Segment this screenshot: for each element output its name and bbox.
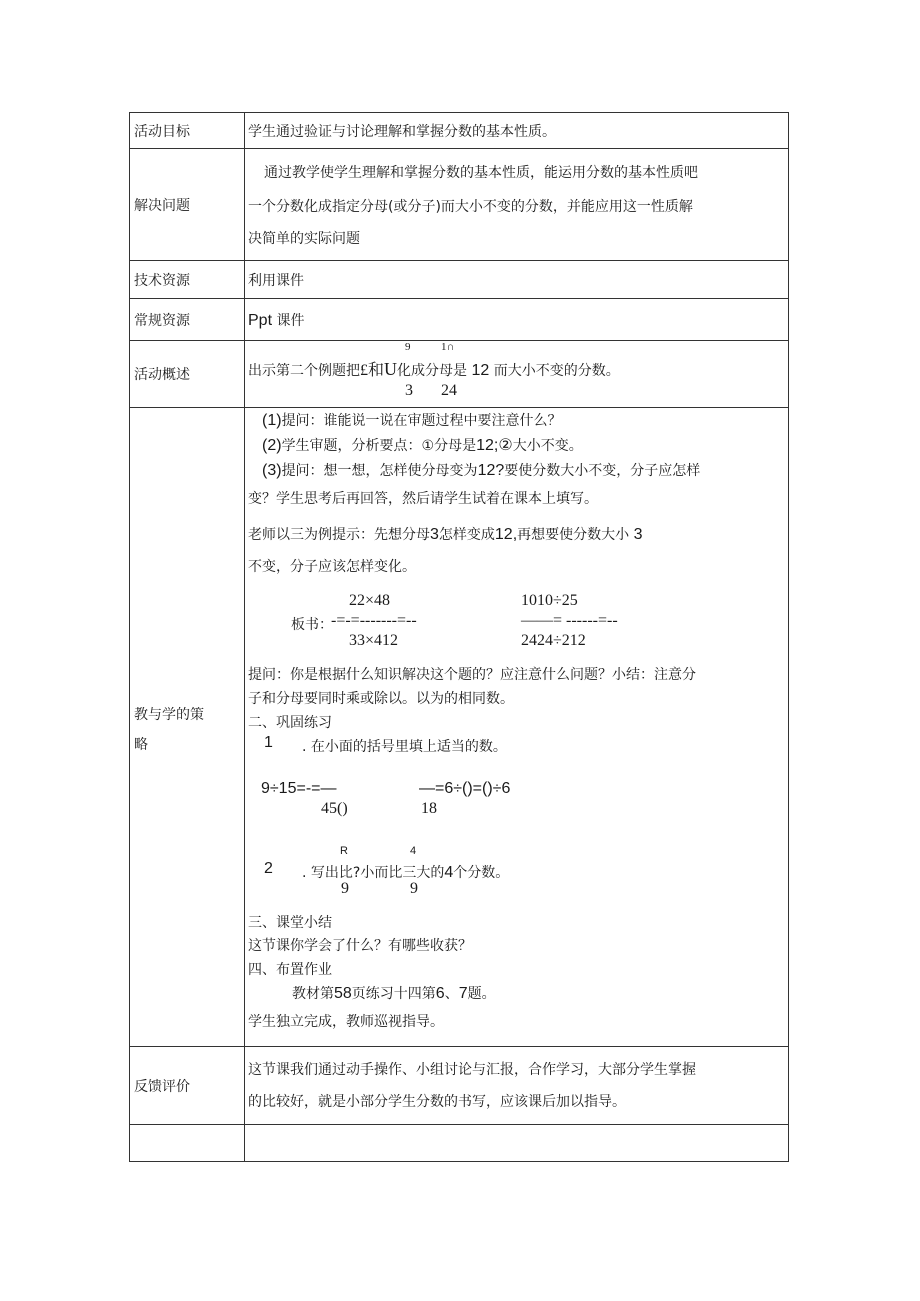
- content-tech-resource: 利用课件: [245, 261, 789, 299]
- label-problem-solving: 解决问题: [130, 149, 245, 261]
- overview-main-line: 出示第二个例题把£和U化成分母是 12 而大小不变的分数。: [248, 359, 620, 379]
- row-problem-solving: [130, 149, 789, 261]
- fraction2-numerator: 1∩: [441, 341, 455, 353]
- content-problem-solving: [245, 149, 789, 261]
- exercise-1-formula-1-denominator: 45(): [321, 800, 348, 817]
- row-feedback: [130, 1047, 789, 1125]
- exercise-1-formula-2: —=6÷()=()÷6: [419, 780, 511, 797]
- content-general-resource: [245, 299, 789, 341]
- exercise-1-formula-1: 9÷15=-=—: [261, 780, 337, 797]
- label-general-resource: 常规资源: [130, 299, 245, 341]
- board1-mid: -=-=-------=--: [331, 612, 417, 629]
- board1-bottom: 33×412: [349, 632, 399, 649]
- section-3-heading: 三、课堂小结: [248, 915, 332, 931]
- question-2: (2)学生审题，分析要点：①分母是12;②大小不变。: [262, 437, 583, 454]
- row-general-resource: [130, 299, 789, 341]
- fraction1-denominator: 3: [405, 382, 413, 399]
- board-label: 板书：: [291, 617, 333, 633]
- fraction2-denominator: 24: [441, 382, 457, 399]
- board2-top: 1010÷25: [521, 592, 578, 609]
- exercise-1-formula-2-denominator: 18: [421, 800, 437, 817]
- row-tech-resource: [130, 261, 789, 299]
- problem-line-2: 一个分数化成指定分母(或分子)而大小不变的分数，并能应用这一性质解: [248, 198, 693, 215]
- feedback-line-1: 这节课我们通过动手操作、小组讨论与汇报，合作学习，大部分学生掌握: [248, 1061, 696, 1078]
- problem-line-3: 决简单的实际问题: [248, 230, 360, 247]
- ask-line-1: 提问：你是根据什么知识解决这个题的？应注意什么问题？小结：注意分: [248, 667, 696, 683]
- fraction1-numerator: 9: [405, 341, 411, 353]
- courseware-text: 课件: [272, 312, 305, 329]
- row-activity-goal: [130, 113, 789, 149]
- problem-line-1: 通过教学使学生理解和掌握分数的基本性质，能运用分数的基本性质吧: [264, 164, 698, 181]
- question-3-line-2: 变？学生思考后再回答，然后请学生试着在课本上填写。: [248, 491, 598, 507]
- board2-mid: ——= ------=--: [521, 612, 618, 629]
- homework-text: 教材第58页练习十四第6、7题。: [292, 985, 496, 1002]
- question-3: (3)提问：想一想，怎样使分母变为12?要使分数大小不变，分子应怎样: [262, 462, 701, 479]
- content-empty: [245, 1125, 789, 1162]
- row-activity-overview: [130, 341, 789, 408]
- ppt-text: Ppt: [248, 311, 273, 329]
- strategy-label-line-2: 略: [134, 737, 148, 753]
- label-activity-goal: 活动目标: [130, 113, 245, 149]
- exercise-1-text: . 在小面的括号里填上适当的数。: [302, 739, 507, 755]
- exercise-2-number: 2: [264, 860, 273, 877]
- teacher-hint: 老师以三为例提示：先想分母3怎样变成12,再想要使分数大小 3: [248, 526, 643, 543]
- exercise-2-numerator-2: 4: [410, 845, 417, 857]
- independent-text: 学生独立完成，教师巡视指导。: [248, 1014, 444, 1030]
- strategy-label-line-1: 教与学的策: [134, 707, 204, 723]
- content-feedback: [245, 1047, 789, 1125]
- teacher-hint-line-2: 不变，分子应该怎样变化。: [248, 559, 416, 575]
- label-activity-overview: 活动概述: [130, 341, 245, 408]
- ask-line-2: 子和分母要同时乘或除以。以为的相同数。: [248, 691, 514, 707]
- question-1: (1)提问：谁能说一说在审题过程中要注意什么？: [262, 412, 562, 429]
- label-feedback: 反馈评价: [130, 1047, 245, 1125]
- section-2-heading: 二、巩固练习: [248, 715, 332, 731]
- content-activity-goal: 学生通过验证与讨论理解和掌握分数的基本性质。: [245, 113, 789, 149]
- exercise-2-denominator-2: 9: [410, 880, 418, 897]
- board2-bottom: 2424÷212: [521, 632, 586, 649]
- row-empty: [130, 1125, 789, 1162]
- label-empty: [130, 1125, 245, 1162]
- content-activity-overview: [245, 341, 789, 408]
- exercise-1-number: 1: [264, 734, 273, 751]
- feedback-line-2: 的比较好，就是小部分学生分数的书写，应该课后加以指导。: [248, 1093, 626, 1110]
- row-strategy: [130, 408, 789, 1047]
- lesson-plan-table: [129, 112, 789, 1162]
- exercise-2-text: . 写出比?小而比三大的4个分数。: [302, 864, 510, 881]
- board1-top: 22×48: [349, 592, 391, 609]
- section-4-heading: 四、布置作业: [248, 962, 332, 978]
- content-strategy: [245, 408, 789, 1047]
- label-tech-resource: 技术资源: [130, 261, 245, 299]
- exercise-2-numerator-1: R: [340, 845, 348, 857]
- summary-text: 这节课你学会了什么？有哪些收获？: [248, 938, 472, 954]
- label-strategy: [130, 408, 245, 1047]
- exercise-2-denominator-1: 9: [341, 880, 349, 897]
